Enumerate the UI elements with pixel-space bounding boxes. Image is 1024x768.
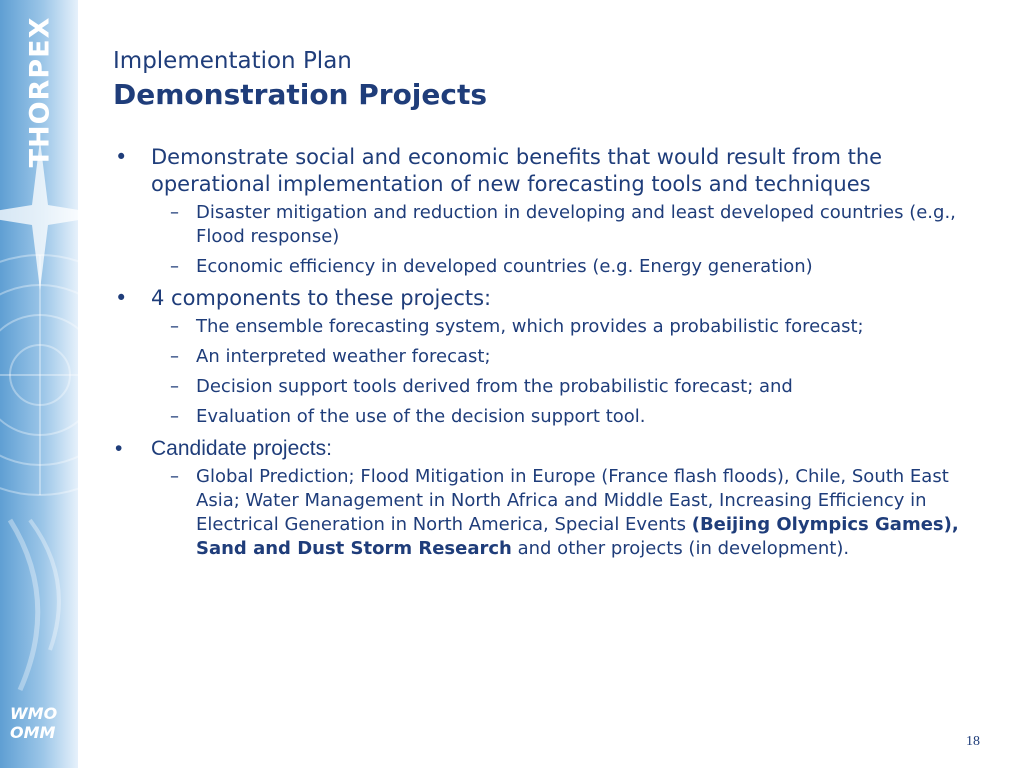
bullet-mark: • (115, 145, 128, 169)
bullet-mark: • (115, 286, 128, 310)
dash-mark: – (170, 406, 179, 427)
sub-bullet-item (113, 201, 993, 249)
bullet-item (113, 435, 993, 561)
sub-bullet-item (113, 345, 993, 369)
sub-bullet-bold-text: (Beijing Olympics Games), Sand and Dust Storm Research (196, 514, 959, 559)
sub-bullet-text-part: Global Prediction; Flood Mitigation in Europe (France flash floods), Chile, South East Asia; Water Management in North Africa and Middle East, Increasing Efficiency in Electrical Generation in North America, Special Events (196, 466, 949, 535)
sub-bullet-item (113, 465, 993, 561)
thorpex-logo: THORPEX (24, 16, 56, 168)
slide-subtitle: Implementation Plan (113, 48, 352, 74)
sub-bullet-text: Decision support tools derived from the probabilistic forecast; and (196, 376, 793, 397)
sub-bullet-text-part: and other projects (in development). (511, 538, 850, 559)
page-number: 18 (966, 734, 980, 749)
bullet-text: 4 components to these projects: (151, 286, 492, 310)
dash-mark: – (170, 256, 179, 277)
sub-bullet-text: An interpreted weather forecast; (196, 346, 491, 367)
bullet-text: Candidate projects: (151, 437, 332, 460)
sub-bullet-list (113, 465, 993, 561)
dash-mark: – (170, 202, 179, 223)
sub-bullet-item (113, 255, 993, 279)
bullet-list (113, 144, 993, 561)
sub-bullet-text: Economic efficiency in developed countries (e.g. Energy generation) (196, 256, 813, 277)
bullet-item (113, 285, 993, 429)
sub-bullet-item (113, 315, 993, 339)
sub-bullet-text: The ensemble forecasting system, which provides a probabilistic forecast; (196, 316, 864, 337)
omm-logo-line: OMM (10, 723, 56, 742)
dash-mark: – (170, 316, 179, 337)
slide-content (113, 44, 993, 567)
bullet-text: Demonstrate social and economic benefits that would result from the operational implementation of new forecasting tools and techniques (151, 145, 883, 196)
dash-mark: – (170, 376, 179, 397)
sub-bullet-list (113, 315, 993, 429)
bullet-item (113, 144, 993, 279)
slide-title: Demonstration Projects (113, 78, 488, 111)
sub-bullet-item (113, 375, 993, 399)
wmo-omm-logo (10, 704, 57, 742)
wmo-logo-line: WMO (10, 704, 58, 723)
sidebar-band (0, 0, 78, 768)
dash-mark: – (170, 466, 179, 487)
bullet-mark: • (115, 437, 123, 460)
sub-bullet-text: Evaluation of the use of the decision support tool. (196, 406, 646, 427)
dash-mark: – (170, 346, 179, 367)
sub-bullet-list (113, 201, 993, 279)
sub-bullet-item (113, 405, 993, 429)
sub-bullet-text: Disaster mitigation and reduction in developing and least developed countries (e.g., Flood response) (196, 202, 956, 247)
